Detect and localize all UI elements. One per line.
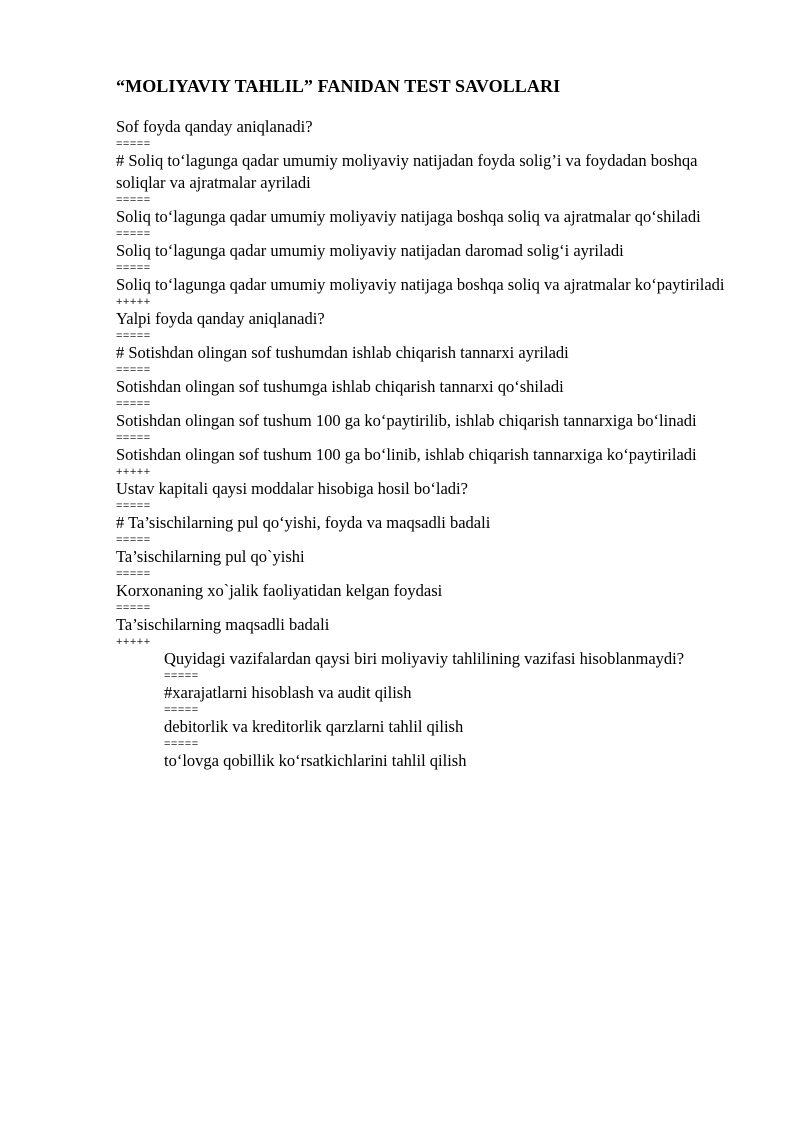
answer-2-4: Sotishdan olingan sof tushum 100 ga bo‘linib, ishlab chiqarish tannarxiga ko‘paytiriladi [116, 445, 697, 464]
question-separator: +++++ [116, 636, 151, 648]
answer-separator: ===== [164, 704, 199, 716]
answer-separator: ===== [116, 330, 151, 342]
answer-1-1: # Soliq to‘lagunga qadar umumiy moliyaviy natijadan foyda solig’i va foydadan boshqa soliqlar va ajratmalar ayriladi [116, 151, 698, 192]
answer-separator: ===== [116, 500, 151, 512]
answer-3-1: # Ta’sischilarning pul qo‘yishi, foyda va maqsadli badali [116, 513, 491, 532]
document-title: “MOLIYAVIY TAHLIL” FANIDAN TEST SAVOLLARI [116, 76, 561, 96]
answer-separator: ===== [116, 364, 151, 376]
answer-3-3: Korxonaning xo`jalik faoliyatidan kelgan foydasi [116, 581, 443, 600]
answer-separator: ===== [116, 194, 151, 206]
answer-separator: ===== [116, 262, 151, 274]
answer-2-1: # Sotishdan olingan sof tushumdan ishlab chiqarish tannarxi ayriladi [116, 343, 569, 362]
answer-separator: ===== [164, 670, 199, 682]
answer-separator: ===== [116, 534, 151, 546]
test-content [116, 116, 732, 772]
answer-1-3: Soliq to‘lagunga qadar umumiy moliyaviy natijadan daromad solig‘i ayriladi [116, 241, 624, 260]
question-separator: +++++ [116, 466, 151, 478]
answer-1-4: Soliq to‘lagunga qadar umumiy moliyaviy natijaga boshqa soliq va ajratmalar ko‘paytiriladi [116, 275, 725, 294]
answer-separator: ===== [116, 228, 151, 240]
answer-separator: ===== [116, 568, 151, 580]
answer-separator: ===== [116, 602, 151, 614]
question-1: Sof foyda qanday aniqlanadi? [116, 117, 313, 136]
answer-separator: ===== [116, 398, 151, 410]
answer-separator: ===== [164, 738, 199, 750]
question-3: Ustav kapitali qaysi moddalar hisobiga hosil bo‘ladi? [116, 479, 468, 498]
answer-4-1: #xarajatlarni hisoblash va audit qilish [164, 683, 412, 702]
answer-3-4: Ta’sischilarning maqsadli badali [116, 615, 330, 634]
answer-2-3: Sotishdan olingan sof tushum 100 ga ko‘paytirilib, ishlab chiqarish tannarxiga bo‘linadi [116, 411, 697, 430]
answer-4-3: to‘lovga qobillik ko‘rsatkichlarini tahlil qilish [164, 751, 467, 770]
answer-separator: ===== [116, 432, 151, 444]
question-2: Yalpi foyda qanday aniqlanadi? [116, 309, 325, 328]
answer-1-2: Soliq to‘lagunga qadar umumiy moliyaviy natijaga boshqa soliq va ajratmalar qo‘shiladi [116, 207, 701, 226]
answer-separator: ===== [116, 138, 151, 150]
answer-2-2: Sotishdan olingan sof tushumga ishlab chiqarish tannarxi qo‘shiladi [116, 377, 564, 396]
answer-3-2: Ta’sischilarning pul qo`yishi [116, 547, 305, 566]
question-separator: +++++ [116, 296, 151, 308]
answer-4-2: debitorlik va kreditorlik qarzlarni tahlil qilish [164, 717, 464, 736]
question-4: Quyidagi vazifalardan qaysi biri moliyaviy tahlilining vazifasi hisoblanmaydi? [164, 649, 685, 668]
